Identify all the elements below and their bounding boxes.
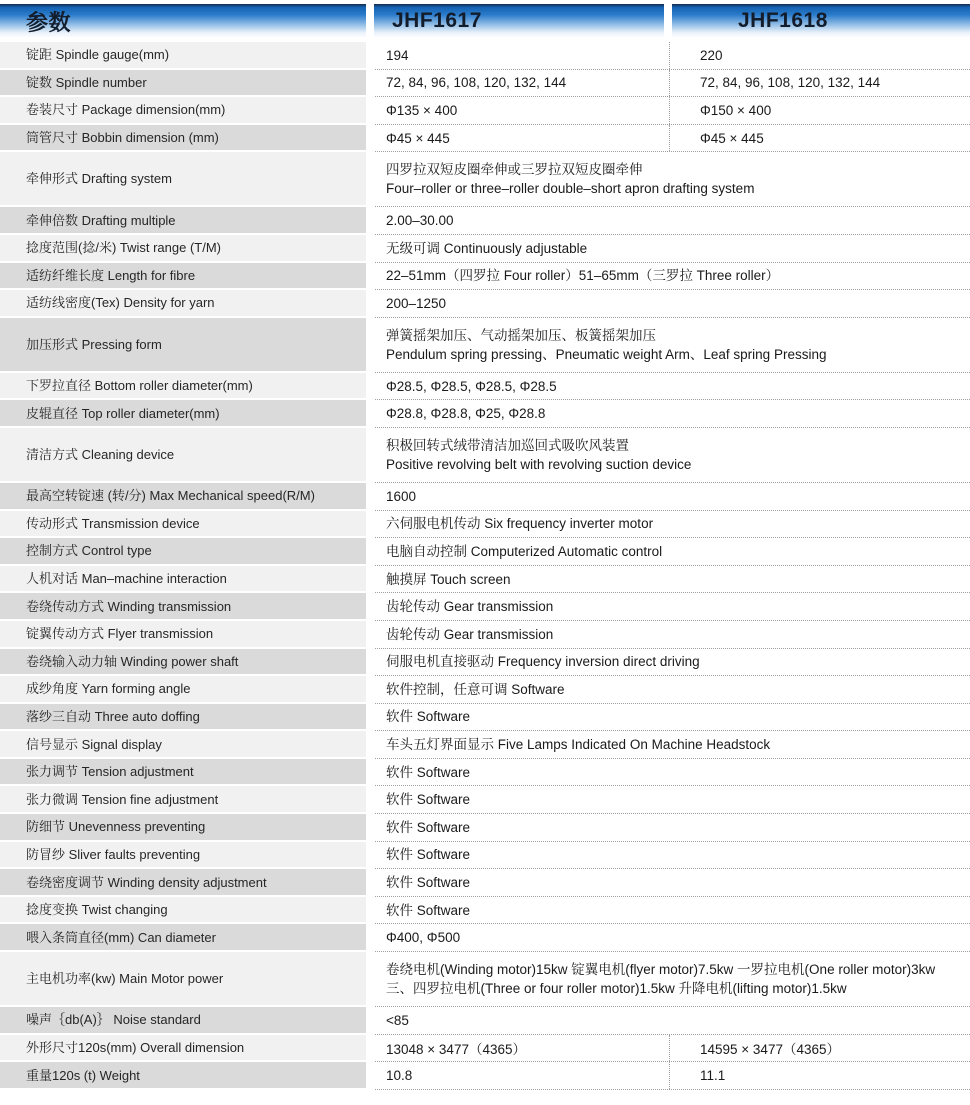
value-jhf1618: Φ150 × 400 — [669, 97, 970, 124]
row-values — [375, 538, 970, 566]
value-line: 软件控制，任意可调 Software — [386, 681, 565, 697]
value-merged — [375, 952, 970, 1006]
row-values — [375, 1007, 970, 1035]
value-line: 软件 Software — [386, 847, 471, 863]
row-label: 适纺纤维长度 Length for fibre — [0, 263, 366, 291]
row-label: 外形尺寸120s(mm) Overall dimension — [0, 1035, 366, 1063]
value-merged — [375, 511, 970, 538]
value-line: 无级可调 Continuously adjustable — [386, 240, 588, 256]
value-line: 四罗拉双短皮圈牵伸或三罗拉双短皮圈牵伸 — [386, 162, 643, 178]
table-row — [0, 842, 970, 870]
value-line: 车头五灯界面显示 Five Lamps Indicated On Machine Headstock — [386, 737, 771, 753]
table-row — [0, 704, 970, 732]
table-row — [0, 1035, 970, 1063]
row-values — [375, 593, 970, 621]
table-row — [0, 814, 970, 842]
table-row — [0, 207, 970, 235]
table-row — [0, 759, 970, 787]
value-line: Φ28.5, Φ28.5, Φ28.5, Φ28.5 — [386, 378, 557, 394]
value-jhf1618: Φ45 × 445 — [669, 125, 970, 152]
table-row — [0, 924, 970, 952]
value-line: 六伺服电机传动 Six frequency inverter motor — [386, 516, 654, 532]
value-merged — [375, 290, 970, 317]
value-line: 齿轮传动 Gear transmission — [386, 626, 554, 642]
value-line: <85 — [386, 1012, 409, 1028]
table-row — [0, 731, 970, 759]
row-label: 牵伸倍数 Drafting multiple — [0, 207, 366, 235]
value-jhf1617: Φ45 × 445 — [386, 130, 450, 146]
value-line: 软件 Software — [386, 875, 471, 891]
table-header — [0, 4, 970, 38]
value-merged — [375, 786, 970, 813]
value-line: 软件 Software — [386, 709, 471, 725]
value-line: 软件 Software — [386, 902, 471, 918]
value-jhf1618: 11.1 — [669, 1062, 970, 1089]
value-line: 软件 Software — [386, 792, 471, 808]
table-row — [0, 1007, 970, 1035]
value-line: 22–51mm（四罗拉 Four roller）51–65mm（三罗拉 Three roller） — [386, 268, 780, 284]
value-line: 软件 Software — [386, 764, 471, 780]
header-model-jhf1618: JHF1618 — [672, 4, 970, 38]
row-label: 锭翼传动方式 Flyer transmission — [0, 621, 366, 649]
value-jhf1617: Φ135 × 400 — [386, 102, 458, 118]
value-merged — [375, 263, 970, 290]
row-label: 皮辊直径 Top roller diameter(mm) — [0, 400, 366, 428]
row-values — [375, 842, 970, 870]
row-label: 锭距 Spindle gauge(mm) — [0, 42, 366, 70]
table-row — [0, 511, 970, 539]
value-merged — [375, 152, 970, 206]
row-label: 适纺线密度(Tex) Density for yarn — [0, 290, 366, 318]
row-label: 落纱三自动 Three auto doffing — [0, 704, 366, 732]
value-merged — [375, 318, 970, 372]
row-values — [375, 263, 970, 291]
row-values — [375, 786, 970, 814]
table-row — [0, 786, 970, 814]
value-merged — [375, 483, 970, 510]
table-row — [0, 125, 970, 153]
row-values — [375, 511, 970, 539]
table-row — [0, 428, 970, 483]
value-merged — [375, 759, 970, 786]
value-merged — [375, 924, 970, 951]
row-label: 张力微调 Tension fine adjustment — [0, 786, 366, 814]
value-jhf1617: 13048 × 3477（4365） — [386, 1041, 526, 1057]
value-line: 软件 Software — [386, 819, 471, 835]
value-jhf1617: 72, 84, 96, 108, 120, 132, 144 — [386, 75, 567, 91]
row-values — [375, 814, 970, 842]
value-merged — [375, 869, 970, 896]
row-label: 卷绕密度调节 Winding density adjustment — [0, 869, 366, 897]
value-line: 200–1250 — [386, 295, 447, 311]
value-merged — [375, 1007, 970, 1034]
value-line: 弹簧摇架加压、气动摇架加压、板簧摇架加压 — [386, 327, 656, 343]
value-line: 三、四罗拉电机(Three or four roller motor)1.5kw 升降电机(lifting motor)1.5kw — [386, 981, 847, 997]
row-values — [375, 621, 970, 649]
value-merged — [375, 649, 970, 676]
row-values — [375, 869, 970, 897]
table-row — [0, 676, 970, 704]
row-label: 防细节 Unevenness preventing — [0, 814, 366, 842]
row-label: 人机对话 Man–machine interaction — [0, 566, 366, 594]
row-values — [375, 1062, 970, 1090]
row-values — [375, 759, 970, 787]
row-values — [375, 952, 970, 1007]
value-line: Four–roller or three–roller double–short apron drafting system — [386, 181, 755, 197]
value-merged — [375, 207, 970, 234]
row-label: 最高空转锭速 (转/分) Max Mechanical speed(R/M) — [0, 483, 366, 511]
row-label: 张力调节 Tension adjustment — [0, 759, 366, 787]
row-values — [375, 290, 970, 318]
value-merged — [375, 400, 970, 427]
table-row — [0, 593, 970, 621]
row-label: 捻度范围(捻/米) Twist range (T/M) — [0, 235, 366, 263]
row-label: 加压形式 Pressing form — [0, 318, 366, 373]
value-line: Positive revolving belt with revolving suction device — [386, 456, 692, 472]
row-label: 下罗拉直径 Bottom roller diameter(mm) — [0, 373, 366, 401]
row-values — [375, 42, 970, 70]
row-label: 捻度变换 Twist changing — [0, 897, 366, 925]
row-values — [375, 70, 970, 98]
row-label: 卷装尺寸 Package dimension(mm) — [0, 97, 366, 125]
row-values — [375, 318, 970, 373]
row-label: 噪声｛db(A)｝ Noise standard — [0, 1007, 366, 1035]
table-row — [0, 400, 970, 428]
table-row — [0, 290, 970, 318]
value-merged — [375, 676, 970, 703]
value-jhf1618: 72, 84, 96, 108, 120, 132, 144 — [669, 70, 970, 97]
value-merged — [375, 704, 970, 731]
row-values — [375, 924, 970, 952]
table-row — [0, 621, 970, 649]
table-row — [0, 483, 970, 511]
row-values — [375, 731, 970, 759]
row-values — [375, 235, 970, 263]
table-row — [0, 566, 970, 594]
table-row — [0, 1062, 970, 1090]
row-values — [375, 676, 970, 704]
value-merged — [375, 566, 970, 593]
row-values — [375, 97, 970, 125]
value-jhf1617: 10.8 — [386, 1068, 413, 1084]
table-row — [0, 97, 970, 125]
row-values — [375, 152, 970, 207]
value-line: 积极回转式绒带清洁加巡回式吸吹风装置 — [386, 437, 629, 453]
table-row — [0, 318, 970, 373]
table-row — [0, 649, 970, 677]
row-label: 喂入条筒直径(mm) Can diameter — [0, 924, 366, 952]
value-line: Φ28.8, Φ28.8, Φ25, Φ28.8 — [386, 406, 546, 422]
value-line: Φ400, Φ500 — [386, 930, 461, 946]
value-line: 电脑自动控制 Computerized Automatic control — [386, 543, 663, 559]
value-line: 触摸屏 Touch screen — [386, 571, 511, 587]
value-merged — [375, 373, 970, 400]
value-line: 1600 — [386, 488, 417, 504]
value-merged — [375, 621, 970, 648]
table-row — [0, 897, 970, 925]
row-label: 牵伸形式 Drafting system — [0, 152, 366, 207]
row-label: 清洁方式 Cleaning device — [0, 428, 366, 483]
row-values — [375, 649, 970, 677]
row-label: 防冒纱 Sliver faults preventing — [0, 842, 366, 870]
row-values — [375, 125, 970, 153]
value-line: Pendulum spring pressing、Pneumatic weight Arm、Leaf spring Pressing — [386, 346, 827, 362]
header-model-jhf1617: JHF1617 — [374, 4, 664, 38]
table-row — [0, 952, 970, 1007]
row-label: 控制方式 Control type — [0, 538, 366, 566]
row-values — [375, 704, 970, 732]
table-row — [0, 263, 970, 291]
value-merged — [375, 593, 970, 620]
row-label: 筒管尺寸 Bobbin dimension (mm) — [0, 125, 366, 153]
table-row — [0, 373, 970, 401]
row-values — [375, 483, 970, 511]
row-label: 成纱角度 Yarn forming angle — [0, 676, 366, 704]
row-values — [375, 400, 970, 428]
row-label: 主电机功率(kw) Main Motor power — [0, 952, 366, 1007]
value-merged — [375, 235, 970, 262]
row-values — [375, 897, 970, 925]
value-merged — [375, 842, 970, 869]
table-row — [0, 869, 970, 897]
table-row — [0, 70, 970, 98]
table-row — [0, 538, 970, 566]
table-row — [0, 152, 970, 207]
row-label: 传动形式 Transmission device — [0, 511, 366, 539]
value-line: 卷绕电机(Winding motor)15kw 锭翼电机(flyer motor)7.5kw 一罗拉电机(One roller motor)3kw — [386, 962, 936, 978]
value-jhf1617: 194 — [386, 47, 409, 63]
table-row — [0, 42, 970, 70]
table-body — [0, 42, 970, 1090]
value-merged — [375, 897, 970, 924]
value-merged — [375, 538, 970, 565]
header-parameters: 参数 — [0, 4, 366, 38]
table-row — [0, 235, 970, 263]
row-values — [375, 207, 970, 235]
value-merged — [375, 428, 970, 482]
row-values — [375, 1035, 970, 1063]
row-label: 信号显示 Signal display — [0, 731, 366, 759]
value-merged — [375, 814, 970, 841]
row-values — [375, 373, 970, 401]
row-values — [375, 428, 970, 483]
value-line: 2.00–30.00 — [386, 213, 454, 229]
value-line: 伺服电机直接驱动 Frequency inversion direct driving — [386, 654, 700, 670]
value-line: 齿轮传动 Gear transmission — [386, 599, 554, 615]
value-jhf1618: 220 — [669, 42, 970, 69]
value-merged — [375, 731, 970, 758]
value-jhf1618: 14595 × 3477（4365） — [669, 1035, 970, 1062]
row-label: 重量120s (t) Weight — [0, 1062, 366, 1090]
row-label: 锭数 Spindle number — [0, 70, 366, 98]
row-label: 卷绕传动方式 Winding transmission — [0, 593, 366, 621]
row-label: 卷绕输入动力轴 Winding power shaft — [0, 649, 366, 677]
row-values — [375, 566, 970, 594]
